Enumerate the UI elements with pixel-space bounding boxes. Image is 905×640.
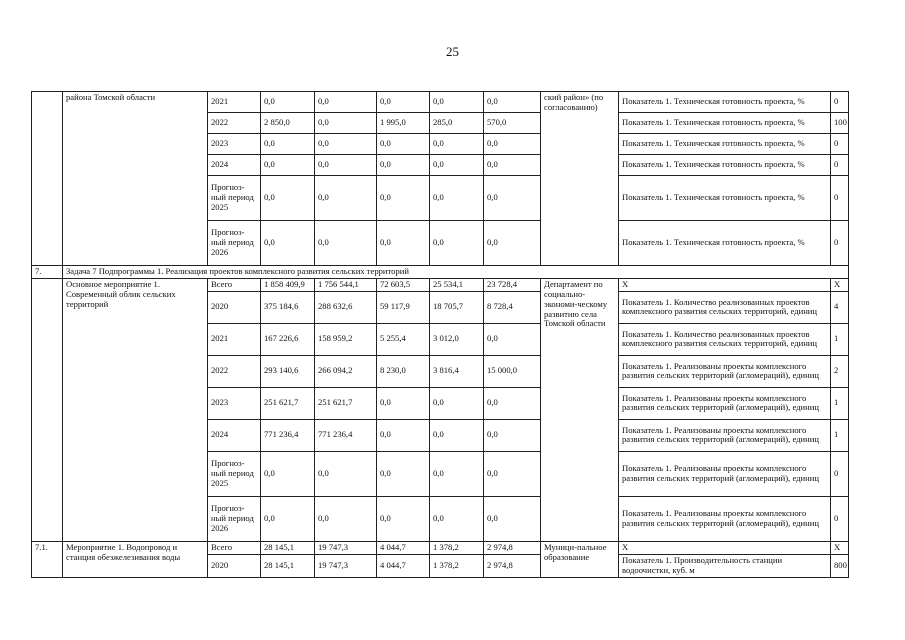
federal-budget-cell: 0,0 [315, 221, 377, 266]
table-row [32, 541, 849, 554]
indicator-value-cell: 0 [831, 451, 849, 496]
year-cell: 2021 [208, 323, 261, 355]
regional-budget-cell: 0,0 [377, 451, 430, 496]
total-cell: 28 145,1 [261, 554, 315, 577]
local-budget-cell: 285,0 [430, 113, 484, 134]
local-budget-cell: 0,0 [430, 155, 484, 176]
indicator-cell: Показатель 1. Реализованы проекты комплексного развития сельских территорий (агломераций), единиц [619, 387, 831, 419]
page-number: 25 [446, 44, 459, 59]
activity-name-cell: Основное мероприятие 1. Современный облик сельских территорий [63, 278, 208, 541]
total-cell: 293 140,6 [261, 355, 315, 387]
indicator-value-cell: 0 [831, 134, 849, 155]
indicator-value-cell: 0 [831, 155, 849, 176]
regional-budget-cell: 0,0 [377, 134, 430, 155]
regional-budget-cell: 59 117,9 [377, 291, 430, 323]
total-cell: 0,0 [261, 92, 315, 113]
executor-cell: Департамент по социально-экономи-ческому развитию села Томской области [541, 278, 619, 541]
indicator-value-cell: Х [831, 278, 849, 291]
local-budget-cell: 0,0 [430, 134, 484, 155]
regional-budget-cell: 0,0 [377, 92, 430, 113]
year-cell: Всего [208, 541, 261, 554]
year-cell: 2024 [208, 419, 261, 451]
extra-budget-cell: 0,0 [484, 92, 541, 113]
indicator-value-cell: 800 [831, 554, 849, 577]
local-budget-cell: 0,0 [430, 419, 484, 451]
local-budget-cell: 18 705,7 [430, 291, 484, 323]
indicator-value-cell: Х [831, 541, 849, 554]
row-number-cell [32, 278, 63, 541]
year-cell: Прогноз-ный период 2026 [208, 221, 261, 266]
total-cell: 0,0 [261, 134, 315, 155]
year-cell: 2023 [208, 134, 261, 155]
indicator-cell: Показатель 1. Количество реализованных проектов комплексного развития сельских территорий, единиц [619, 291, 831, 323]
extra-budget-cell: 0,0 [484, 323, 541, 355]
regional-budget-cell: 4 044,7 [377, 554, 430, 577]
total-cell: 0,0 [261, 451, 315, 496]
indicator-value-cell: 1 [831, 419, 849, 451]
indicator-value-cell: 100 [831, 113, 849, 134]
regional-budget-cell: 0,0 [377, 176, 430, 221]
indicator-value-cell: 0 [831, 221, 849, 266]
task-title-cell: Задача 7 Подпрограммы 1. Реализация проектов комплексного развития сельских территорий [63, 266, 849, 279]
federal-budget-cell: 266 094,2 [315, 355, 377, 387]
local-budget-cell: 1 378,2 [430, 541, 484, 554]
extra-budget-cell: 23 728,4 [484, 278, 541, 291]
federal-budget-cell: 771 236,4 [315, 419, 377, 451]
local-budget-cell: 0,0 [430, 387, 484, 419]
year-cell: Всего [208, 278, 261, 291]
regional-budget-cell: 4 044,7 [377, 541, 430, 554]
indicator-cell: Показатель 1. Производительность станции водоочистки, куб. м [619, 554, 831, 577]
federal-budget-cell: 19 747,3 [315, 554, 377, 577]
total-cell: 1 858 409,9 [261, 278, 315, 291]
extra-budget-cell: 0,0 [484, 155, 541, 176]
indicator-cell: Показатель 1. Техническая готовность проекта, % [619, 92, 831, 113]
federal-budget-cell: 0,0 [315, 134, 377, 155]
local-budget-cell: 0,0 [430, 176, 484, 221]
total-cell: 0,0 [261, 221, 315, 266]
total-cell: 771 236,4 [261, 419, 315, 451]
local-budget-cell: 0,0 [430, 221, 484, 266]
indicator-cell: Показатель 1. Количество реализованных проектов комплексного развития сельских территорий, единиц [619, 323, 831, 355]
indicator-cell: Показатель 1. Реализованы проекты комплексного развития сельских территорий (агломераций), единиц [619, 451, 831, 496]
indicator-cell: Показатель 1. Техническая готовность проекта, % [619, 155, 831, 176]
regional-budget-cell: 1 995,0 [377, 113, 430, 134]
extra-budget-cell: 0,0 [484, 221, 541, 266]
total-cell: 375 184,6 [261, 291, 315, 323]
indicator-value-cell: 0 [831, 92, 849, 113]
regional-budget-cell: 0,0 [377, 419, 430, 451]
table-row [32, 92, 849, 113]
indicator-cell: Показатель 1. Техническая готовность проекта, % [619, 134, 831, 155]
year-cell: Прогноз-ный период 2025 [208, 176, 261, 221]
table-row [32, 278, 849, 291]
activity-name-cell: района Томской области [63, 92, 208, 266]
indicator-value-cell: 2 [831, 355, 849, 387]
activity-name-cell: Мероприятие 1. Водопровод и станция обезжелезивания воды [63, 541, 208, 577]
extra-budget-cell: 0,0 [484, 176, 541, 221]
total-cell: 2 850,0 [261, 113, 315, 134]
extra-budget-cell: 15 000,0 [484, 355, 541, 387]
total-cell: 167 226,6 [261, 323, 315, 355]
executor-cell: ский район» (по согласованию) [541, 92, 619, 266]
local-budget-cell: 3 816,4 [430, 355, 484, 387]
federal-budget-cell: 1 756 544,1 [315, 278, 377, 291]
extra-budget-cell: 0,0 [484, 496, 541, 541]
local-budget-cell: 0,0 [430, 451, 484, 496]
indicator-cell: Показатель 1. Реализованы проекты комплексного развития сельских территорий (агломераций), единиц [619, 355, 831, 387]
local-budget-cell: 1 378,2 [430, 554, 484, 577]
total-cell: 0,0 [261, 155, 315, 176]
year-cell: 2020 [208, 554, 261, 577]
extra-budget-cell: 2 974,8 [484, 554, 541, 577]
extra-budget-cell: 0,0 [484, 451, 541, 496]
regional-budget-cell: 0,0 [377, 496, 430, 541]
year-cell: Прогноз-ный период 2025 [208, 451, 261, 496]
federal-budget-cell: 288 632,6 [315, 291, 377, 323]
budget-table [31, 91, 849, 578]
extra-budget-cell: 0,0 [484, 134, 541, 155]
federal-budget-cell: 158 959,2 [315, 323, 377, 355]
indicator-cell: Показатель 1. Техническая готовность проекта, % [619, 176, 831, 221]
federal-budget-cell: 0,0 [315, 176, 377, 221]
local-budget-cell: 3 012,0 [430, 323, 484, 355]
year-cell: 2021 [208, 92, 261, 113]
federal-budget-cell: 251 621,7 [315, 387, 377, 419]
local-budget-cell: 0,0 [430, 496, 484, 541]
extra-budget-cell: 2 974,8 [484, 541, 541, 554]
federal-budget-cell: 19 747,3 [315, 541, 377, 554]
indicator-value-cell: 1 [831, 387, 849, 419]
extra-budget-cell: 0,0 [484, 387, 541, 419]
regional-budget-cell: 0,0 [377, 221, 430, 266]
row-number-cell [32, 92, 63, 266]
executor-cell: Муници-пальное образование [541, 541, 619, 577]
indicator-cell: Х [619, 541, 831, 554]
row-number-cell: 7.1. [32, 541, 63, 577]
federal-budget-cell: 0,0 [315, 113, 377, 134]
extra-budget-cell: 570,0 [484, 113, 541, 134]
task-row [32, 266, 849, 279]
regional-budget-cell: 0,0 [377, 155, 430, 176]
regional-budget-cell: 8 230,0 [377, 355, 430, 387]
federal-budget-cell: 0,0 [315, 496, 377, 541]
indicator-cell: Показатель 1. Реализованы проекты комплексного развития сельских территорий (агломераций), единиц [619, 419, 831, 451]
indicator-cell: Показатель 1. Техническая готовность проекта, % [619, 221, 831, 266]
year-cell: 2022 [208, 113, 261, 134]
regional-budget-cell: 5 255,4 [377, 323, 430, 355]
indicator-value-cell: 1 [831, 323, 849, 355]
total-cell: 28 145,1 [261, 541, 315, 554]
year-cell: Прогноз-ный период 2026 [208, 496, 261, 541]
federal-budget-cell: 0,0 [315, 155, 377, 176]
task-number-cell: 7. [32, 266, 63, 279]
year-cell: 2020 [208, 291, 261, 323]
total-cell: 251 621,7 [261, 387, 315, 419]
year-cell: 2024 [208, 155, 261, 176]
year-cell: 2022 [208, 355, 261, 387]
local-budget-cell: 0,0 [430, 92, 484, 113]
total-cell: 0,0 [261, 496, 315, 541]
extra-budget-cell: 0,0 [484, 419, 541, 451]
extra-budget-cell: 8 728,4 [484, 291, 541, 323]
indicator-cell: Х [619, 278, 831, 291]
indicator-value-cell: 0 [831, 496, 849, 541]
regional-budget-cell: 0,0 [377, 387, 430, 419]
indicator-value-cell: 4 [831, 291, 849, 323]
federal-budget-cell: 0,0 [315, 451, 377, 496]
year-cell: 2023 [208, 387, 261, 419]
indicator-value-cell: 0 [831, 176, 849, 221]
indicator-cell: Показатель 1. Реализованы проекты комплексного развития сельских территорий (агломераций), единиц [619, 496, 831, 541]
regional-budget-cell: 72 603,5 [377, 278, 430, 291]
federal-budget-cell: 0,0 [315, 92, 377, 113]
indicator-cell: Показатель 1. Техническая готовность проекта, % [619, 113, 831, 134]
local-budget-cell: 25 534,1 [430, 278, 484, 291]
total-cell: 0,0 [261, 176, 315, 221]
